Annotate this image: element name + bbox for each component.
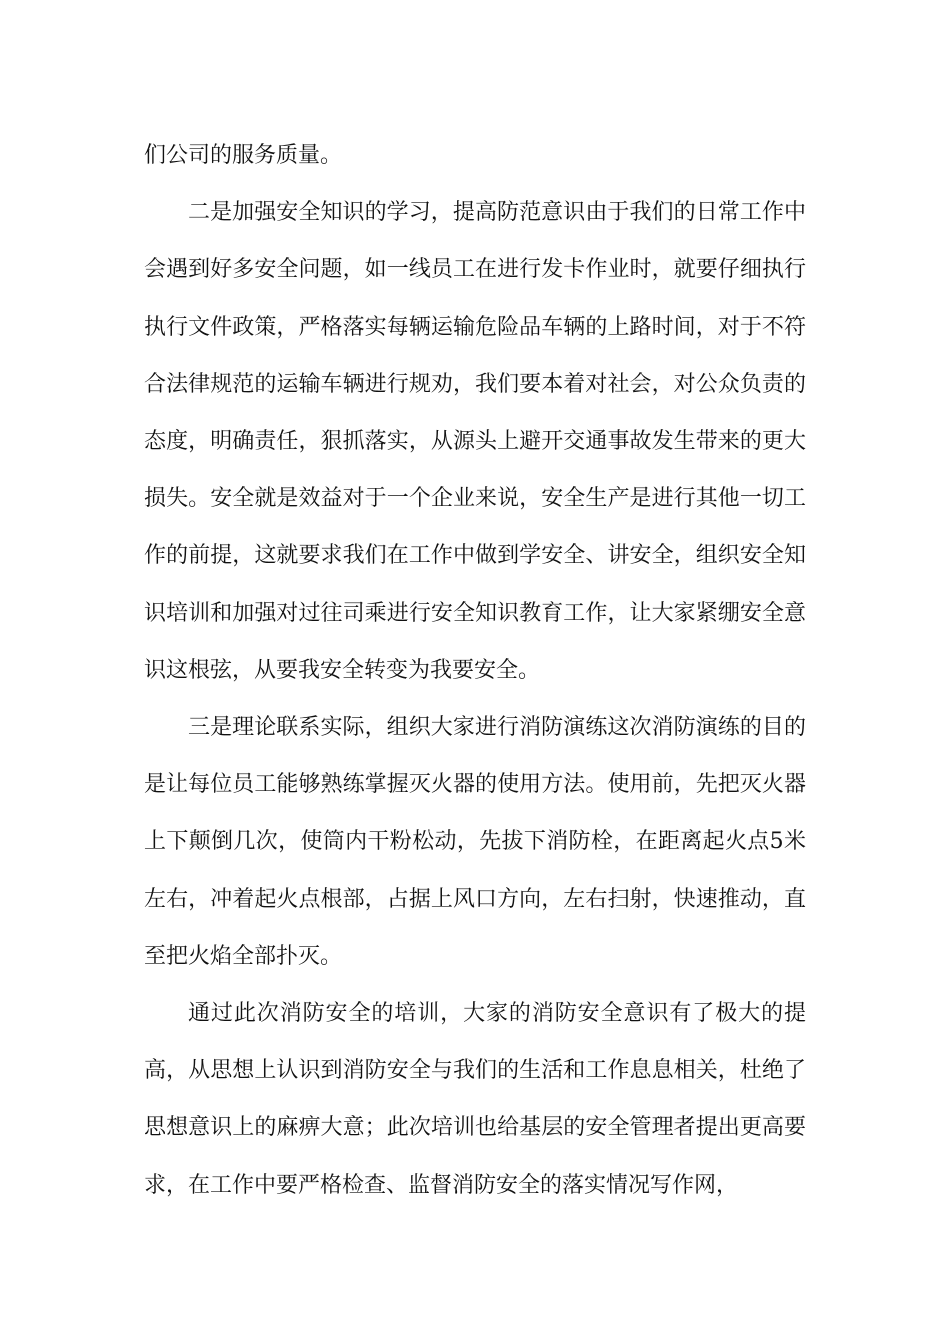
- paragraph-continuation: 们公司的服务质量。: [144, 143, 343, 168]
- paragraph-safety-knowledge: 二是加强安全知识的学习，提高防范意识由于我们的日常工作中会遇到好多安全问题，如一线员工在进行发卡作业时，就要仔细执行执行文件政策，严格落实每辆运输危险品车辆的上路时间，对于不符合法律规范的运输车辆进行规劝，我们要本着对社会，对公众负责的态度，明确责任，狠抓落实，从源头上避开交通事故发生带来的更大损失。安全就是效益对于一个企业来说，安全生产是进行其他一切工作的前提，这就要求我们在工作中做到学安全、讲安全，组织安全知识培训和加强对过往司乘进行安全知识教育工作，让大家紧绷安全意识这根弦，从要我安全转变为我要安全。: [144, 200, 806, 683]
- paragraph-fire-drill: 三是理论联系实际，组织大家进行消防演练这次消防演练的目的是让每位员工能够熟练掌握灭火器的使用方法。使用前，先把灭火器上下颠倒几次，使筒内干粉松动，先拔下消防栓，在距离起火点5米左右，冲着起火点根部，占据上风口方向，左右扫射，快速推动，直至把火焰全部扑灭。: [144, 715, 806, 969]
- paragraph-training-summary: 通过此次消防安全的培训，大家的消防安全意识有了极大的提高，从思想上认识到消防安全与我们的生活和工作息息相关，杜绝了思想意识上的麻痹大意；此次培训也给基层的安全管理者提出更高要求，在工作中要严格检查、监督消防安全的落实情况写作网，: [144, 1001, 806, 1198]
- document-body: [144, 127, 806, 1214]
